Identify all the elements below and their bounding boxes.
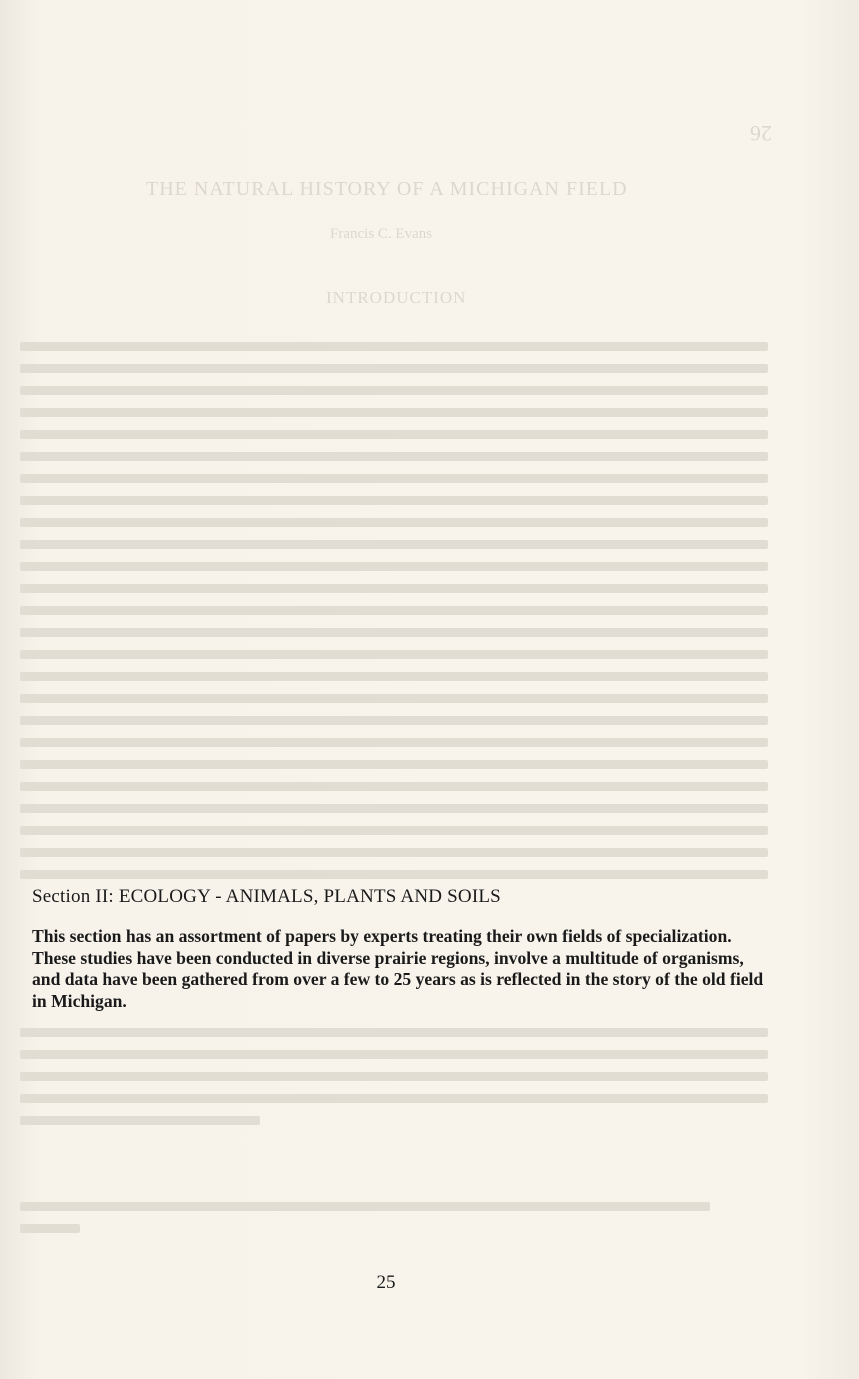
bleed-line xyxy=(20,628,768,637)
bleed-through-title: THE NATURAL HISTORY OF A MICHIGAN FIELD xyxy=(146,178,628,200)
bleed-line xyxy=(20,1202,710,1211)
bleed-through-page-mark: 26 xyxy=(750,121,772,146)
bleed-line xyxy=(20,364,768,373)
bleed-line xyxy=(20,474,768,483)
bleed-line xyxy=(20,606,768,615)
page-number: 25 xyxy=(376,1272,396,1293)
section-block xyxy=(32,886,792,1012)
bleed-line xyxy=(20,1094,768,1103)
bleed-line xyxy=(20,804,768,813)
bleed-line xyxy=(20,386,768,395)
bleed-line xyxy=(20,562,768,571)
bleed-line xyxy=(20,342,768,351)
bleed-line xyxy=(20,760,768,769)
bleed-line xyxy=(20,1116,260,1125)
bleed-through-heading: INTRODUCTION xyxy=(326,288,467,307)
bleed-line xyxy=(20,672,768,681)
bleed-line xyxy=(20,1072,768,1081)
bleed-line xyxy=(20,540,768,549)
bleed-line xyxy=(20,518,768,527)
bleed-line xyxy=(20,694,768,703)
bleed-line xyxy=(20,452,768,461)
bleed-line xyxy=(20,430,768,439)
bleed-line xyxy=(20,826,768,835)
bleed-line xyxy=(20,408,768,417)
bleed-line xyxy=(20,782,768,791)
bleed-line xyxy=(20,650,768,659)
section-description: This section has an assortment of papers by experts treating their own fields of specialization. These studies have been conducted in diverse prairie regions, involve a multitude of organisms, and data have been gathered from over a few to 25 years as is reflected in the story of the old field in Michigan. xyxy=(32,926,764,1011)
bleed-line xyxy=(20,584,768,593)
bleed-line xyxy=(20,848,768,857)
bleed-line xyxy=(20,1028,768,1037)
bleed-line xyxy=(20,738,768,747)
bleed-line xyxy=(20,716,768,725)
bleed-line xyxy=(20,1050,768,1059)
bleed-line xyxy=(20,496,768,505)
bleed-through-author: Francis C. Evans xyxy=(330,226,433,242)
bleed-line xyxy=(20,870,768,879)
bleed-line xyxy=(20,1224,80,1233)
section-title: Section II: ECOLOGY - ANIMALS, PLANTS AND SOILS xyxy=(32,886,501,907)
